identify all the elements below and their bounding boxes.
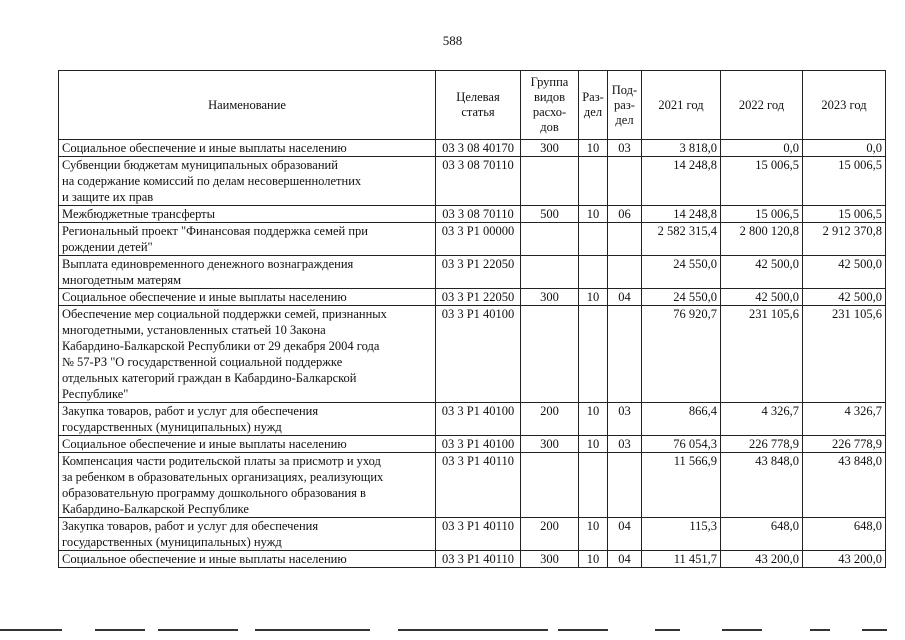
header-group-line: расхо- xyxy=(532,105,567,119)
value-2021-cell: 11 566,9 xyxy=(642,453,721,518)
item-name-line: отдельных категорий граждан в Кабардино-Балкарской xyxy=(62,371,357,385)
header-target-line: Целевая xyxy=(456,90,500,104)
table-row xyxy=(59,289,886,306)
item-name-line: Субвенции бюджетам муниципальных образований xyxy=(62,158,338,172)
item-name-line: многодетными, установленных статьей 10 Закона xyxy=(62,323,326,337)
value-2022-cell: 15 006,5 xyxy=(721,157,803,206)
value-2022-cell: 226 778,9 xyxy=(721,436,803,453)
expense-group-cell xyxy=(521,223,579,256)
item-name-cell xyxy=(59,157,436,206)
value-2023-cell: 648,0 xyxy=(803,518,886,551)
header-target-line: статья xyxy=(461,105,495,119)
value-2021-cell: 14 248,8 xyxy=(642,206,721,223)
subsection-cell: 06 xyxy=(608,206,642,223)
item-name-line: Закупка товаров, работ и услуг для обеспечения xyxy=(62,519,319,533)
value-2021-cell: 24 550,0 xyxy=(642,289,721,306)
page-number: 588 xyxy=(442,33,463,48)
section-cell: 10 xyxy=(579,518,608,551)
item-name-line: за ребенком в образовательных организациях, реализующих xyxy=(62,470,384,484)
header-subsection-line: Под- xyxy=(611,82,638,97)
header-group-line: Группа xyxy=(530,75,569,89)
target-article-cell: 03 3 P1 40100 xyxy=(436,306,521,403)
header-subsection-line: дел xyxy=(615,112,634,127)
target-article-cell: 03 3 P1 40110 xyxy=(436,518,521,551)
item-name-line: рождении детей" xyxy=(62,240,153,254)
expense-group-cell xyxy=(521,256,579,289)
value-2021-cell: 3 818,0 xyxy=(642,140,721,157)
expense-group-cell: 200 xyxy=(521,518,579,551)
item-name-cell xyxy=(59,140,436,157)
expense-group-cell: 500 xyxy=(521,206,579,223)
header-year-2021: 2021 год xyxy=(642,71,721,140)
header-target-article xyxy=(436,71,521,140)
expense-group-cell: 200 xyxy=(521,403,579,436)
expense-group-cell: 300 xyxy=(521,289,579,306)
value-2023-cell: 226 778,9 xyxy=(803,436,886,453)
table-row xyxy=(59,140,886,157)
item-name-line: Региональный проект "Финансовая поддержка семей при xyxy=(62,224,368,238)
target-article-cell: 03 3 P1 40110 xyxy=(436,551,521,568)
header-section-line: дел xyxy=(583,105,603,119)
subsection-cell: 03 xyxy=(608,403,642,436)
value-2023-cell: 43 848,0 xyxy=(803,453,886,518)
value-2023-cell: 2 912 370,8 xyxy=(803,223,886,256)
value-2023-cell: 42 500,0 xyxy=(803,256,886,289)
item-name-line: и защите их прав xyxy=(62,190,154,204)
value-2021-cell: 14 248,8 xyxy=(642,157,721,206)
expense-group-cell xyxy=(521,306,579,403)
value-2022-cell: 42 500,0 xyxy=(721,289,803,306)
item-name-line: Республике" xyxy=(62,387,129,401)
item-name-line: Межбюджетные трансферты xyxy=(62,207,216,221)
table-row xyxy=(59,256,886,289)
value-2023-cell: 15 006,5 xyxy=(803,206,886,223)
section-cell xyxy=(579,256,608,289)
item-name-line: Кабардино-Балкарской Республике xyxy=(62,502,249,516)
item-name-line: Социальное обеспечение и иные выплаты населению xyxy=(62,437,347,451)
value-2021-cell: 2 582 315,4 xyxy=(642,223,721,256)
subsection-cell xyxy=(608,306,642,403)
section-cell: 10 xyxy=(579,289,608,306)
value-2022-cell: 648,0 xyxy=(721,518,803,551)
value-2021-cell: 76 920,7 xyxy=(642,306,721,403)
value-2023-cell: 0,0 xyxy=(803,140,886,157)
header-group-line: дов xyxy=(540,120,559,134)
header-subsection-line: раз- xyxy=(614,97,635,112)
subsection-cell: 04 xyxy=(608,551,642,568)
value-2021-cell: 11 451,7 xyxy=(642,551,721,568)
subsection-cell: 04 xyxy=(608,289,642,306)
value-2023-cell: 4 326,7 xyxy=(803,403,886,436)
item-name-cell xyxy=(59,551,436,568)
section-cell xyxy=(579,157,608,206)
value-2022-cell: 0,0 xyxy=(721,140,803,157)
value-2023-cell: 231 105,6 xyxy=(803,306,886,403)
page-bottom-rules xyxy=(0,629,905,635)
value-2022-cell: 4 326,7 xyxy=(721,403,803,436)
item-name-line: № 57-РЗ "О государственной социальной поддержке xyxy=(62,355,343,369)
table-row xyxy=(59,206,886,223)
target-article-cell: 03 3 P1 40100 xyxy=(436,436,521,453)
item-name-line: государственных (муниципальных) нужд xyxy=(62,420,282,434)
value-2023-cell: 42 500,0 xyxy=(803,289,886,306)
section-cell: 10 xyxy=(579,436,608,453)
value-2023-cell: 43 200,0 xyxy=(803,551,886,568)
item-name-line: многодетным матерям xyxy=(62,273,182,287)
subsection-cell: 03 xyxy=(608,140,642,157)
section-cell xyxy=(579,306,608,403)
target-article-cell: 03 3 08 70110 xyxy=(436,206,521,223)
item-name-line: образовательную программу дошкольного образования в xyxy=(62,486,366,500)
table-row xyxy=(59,403,886,436)
value-2023-cell: 15 006,5 xyxy=(803,157,886,206)
item-name-line: Социальное обеспечение и иные выплаты населению xyxy=(62,141,347,155)
value-2022-cell: 231 105,6 xyxy=(721,306,803,403)
table-row xyxy=(59,551,886,568)
subsection-cell: 04 xyxy=(608,518,642,551)
target-article-cell: 03 3 P1 00000 xyxy=(436,223,521,256)
section-cell: 10 xyxy=(579,551,608,568)
target-article-cell: 03 3 08 40170 xyxy=(436,140,521,157)
item-name-cell xyxy=(59,306,436,403)
item-name-line: Закупка товаров, работ и услуг для обеспечения xyxy=(62,404,319,418)
budget-table xyxy=(58,70,886,568)
target-article-cell: 03 3 P1 22050 xyxy=(436,289,521,306)
value-2022-cell: 43 200,0 xyxy=(721,551,803,568)
value-2022-cell: 15 006,5 xyxy=(721,206,803,223)
expense-group-cell: 300 xyxy=(521,140,579,157)
subsection-cell: 03 xyxy=(608,436,642,453)
table-row xyxy=(59,453,886,518)
expense-group-cell xyxy=(521,453,579,518)
item-name-line: Выплата единовременного денежного вознаграждения xyxy=(62,257,354,271)
item-name-cell xyxy=(59,518,436,551)
target-article-cell: 03 3 P1 40100 xyxy=(436,403,521,436)
expense-group-cell xyxy=(521,157,579,206)
item-name-line: Социальное обеспечение и иные выплаты населению xyxy=(62,290,347,304)
table-row xyxy=(59,157,886,206)
header-subsection xyxy=(608,71,642,140)
table-body xyxy=(59,140,886,568)
item-name-line: Обеспечение мер социальной поддержки семей, признанных xyxy=(62,307,387,321)
subsection-cell xyxy=(608,256,642,289)
item-name-line: Кабардино-Балкарской Республики от 29 декабря 2004 года xyxy=(62,339,380,353)
section-cell: 10 xyxy=(579,206,608,223)
section-cell: 10 xyxy=(579,140,608,157)
table-row xyxy=(59,306,886,403)
target-article-cell: 03 3 P1 22050 xyxy=(436,256,521,289)
header-group-line: видов xyxy=(533,90,566,104)
subsection-cell xyxy=(608,223,642,256)
value-2021-cell: 115,3 xyxy=(642,518,721,551)
item-name-cell xyxy=(59,256,436,289)
header-name: Наименование xyxy=(59,71,436,140)
value-2021-cell: 76 054,3 xyxy=(642,436,721,453)
item-name-line: Социальное обеспечение и иные выплаты населению xyxy=(62,552,347,566)
expense-group-cell: 300 xyxy=(521,551,579,568)
section-cell xyxy=(579,223,608,256)
value-2021-cell: 866,4 xyxy=(642,403,721,436)
item-name-line: на содержание комиссий по делам несовершеннолетних xyxy=(62,174,362,188)
item-name-cell xyxy=(59,403,436,436)
target-article-cell: 03 3 P1 40110 xyxy=(436,453,521,518)
header-expense-group xyxy=(521,71,579,140)
value-2022-cell: 43 848,0 xyxy=(721,453,803,518)
item-name-cell xyxy=(59,223,436,256)
value-2021-cell: 24 550,0 xyxy=(642,256,721,289)
header-section xyxy=(579,71,608,140)
item-name-cell xyxy=(59,289,436,306)
header-year-2023: 2023 год xyxy=(803,71,886,140)
target-article-cell: 03 3 08 70110 xyxy=(436,157,521,206)
item-name-cell xyxy=(59,453,436,518)
section-cell: 10 xyxy=(579,403,608,436)
item-name-cell xyxy=(59,206,436,223)
item-name-line: государственных (муниципальных) нужд xyxy=(62,535,282,549)
item-name-cell xyxy=(59,436,436,453)
subsection-cell xyxy=(608,157,642,206)
table-header-row xyxy=(59,71,886,140)
value-2022-cell: 42 500,0 xyxy=(721,256,803,289)
table-row xyxy=(59,436,886,453)
header-year-2022: 2022 год xyxy=(721,71,803,140)
header-section-line: Раз- xyxy=(582,90,604,104)
item-name-line: Компенсация части родительской платы за присмотр и уход xyxy=(62,454,381,468)
table-row xyxy=(59,223,886,256)
expense-group-cell: 300 xyxy=(521,436,579,453)
value-2022-cell: 2 800 120,8 xyxy=(721,223,803,256)
section-cell xyxy=(579,453,608,518)
subsection-cell xyxy=(608,453,642,518)
table-row xyxy=(59,518,886,551)
